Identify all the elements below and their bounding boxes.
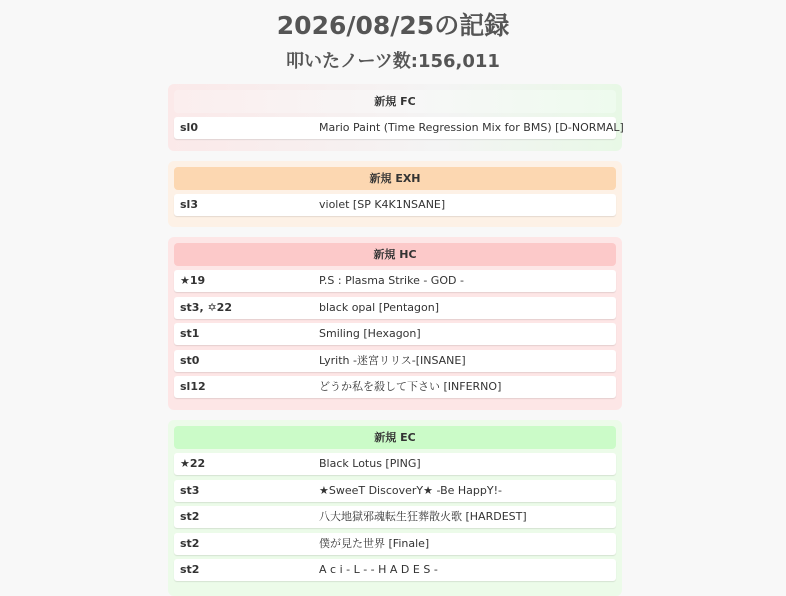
record-row[interactable] [174, 194, 616, 216]
section-new-ec [168, 420, 622, 596]
level-label: st1 [180, 327, 200, 340]
song-title: どうか私を殺して下さい [INFERNO] [319, 380, 502, 393]
record-row[interactable] [174, 506, 616, 528]
section-header-exh: 新規 EXH [174, 167, 616, 190]
section-header-hc: 新規 HC [174, 243, 616, 266]
section-new-hc [168, 237, 622, 410]
song-title: A c i - L - - H A D E S - [319, 563, 438, 576]
level-label: st3, ✡22 [180, 300, 232, 314]
level-label: st0 [180, 353, 200, 367]
record-row[interactable] [174, 480, 616, 502]
level-label: st2 [180, 536, 200, 550]
level-label: st2 [180, 510, 200, 523]
notes-count: 叩いたノーツ数:156,011 [286, 51, 500, 72]
song-title: 僕が見た世界 [Finale] [319, 536, 430, 550]
record-row[interactable] [174, 376, 616, 398]
record-row[interactable] [174, 453, 616, 475]
level-label: st2 [180, 563, 200, 576]
level-label: ★22 [180, 457, 206, 470]
song-title: Lyrith -迷宮リリス-[INSANE] [319, 353, 466, 367]
record-row[interactable] [174, 297, 616, 319]
section-new-exh [168, 161, 622, 227]
level-label: sl3 [180, 198, 198, 211]
page-title: 2026/08/25の記録 [276, 11, 510, 40]
level-label: sl0 [180, 121, 198, 134]
song-title: ★SweeT DiscoverY★ -Be HappY!- [319, 483, 502, 497]
record-row[interactable] [174, 559, 616, 581]
song-title: Black Lotus [PING] [319, 457, 421, 470]
section-header-fc: 新規 FC [174, 90, 616, 113]
song-title: violet [SP K4K1NSANE] [319, 198, 446, 211]
song-title: 八大地獄邪魂転生狂葬散火歌 [HARDEST] [319, 510, 527, 523]
section-header-ec: 新規 EC [174, 426, 616, 449]
level-label: st3 [180, 483, 200, 497]
record-row[interactable] [174, 270, 616, 292]
song-title: Smiling [Hexagon] [319, 327, 421, 340]
song-title: P.S : Plasma Strike - GOD - [319, 274, 464, 287]
level-label: sl12 [180, 380, 206, 393]
record-row[interactable] [174, 350, 616, 372]
record-row[interactable] [174, 533, 616, 555]
record-row[interactable] [174, 117, 624, 139]
song-title: black opal [Pentagon] [319, 300, 440, 314]
level-label: ★19 [180, 274, 206, 287]
song-title: Mario Paint (Time Regression Mix for BMS) [D-NORMAL] [319, 121, 624, 134]
section-new-fc [168, 84, 622, 151]
record-row[interactable] [174, 323, 616, 345]
